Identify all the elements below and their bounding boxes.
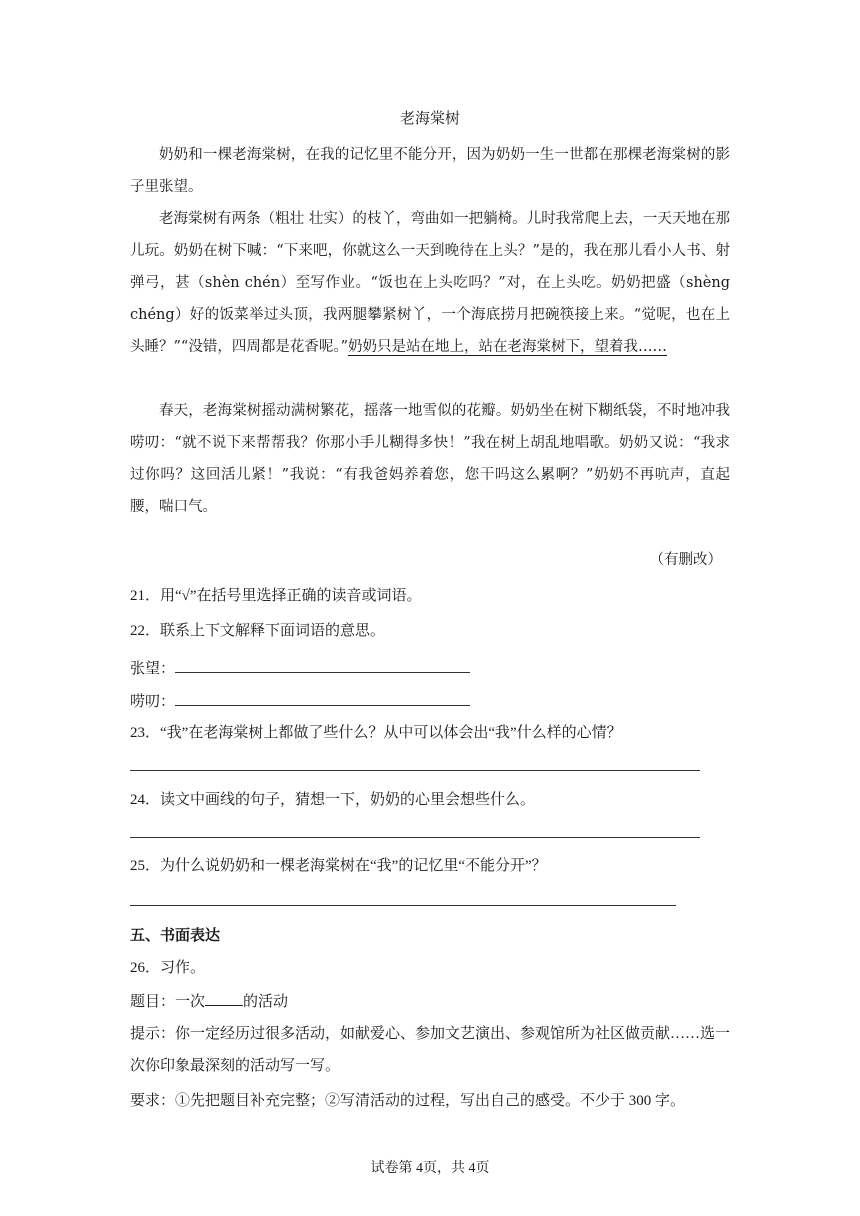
section-heading-writing: 五、书面表达 (130, 926, 221, 944)
topic-prefix: 题目：一次 (130, 994, 206, 1010)
writing-tip: 提示：你一定经历过很多活动，如献爱心、参加文艺演出、参观馆所为社区做贡献……选一次你印象最深刻的活动写一写。 (130, 1026, 731, 1074)
source-note: （有删改） (649, 552, 722, 568)
answer-line-23[interactable] (130, 770, 700, 771)
writing-topic (130, 987, 288, 1015)
paragraph-2-text: 老海棠树有两条（粗壮 壮实）的枝丫，弯曲如一把躺椅。儿时我常爬上去，一天天地在那儿玩。奶奶在树下喊：“下来吧，你就这么一天到晚待在上头？”是的，我在那儿看小人书、射弹弓，甚（shèn chén）至写作业。“饭也在上头吃吗？”对，在上头吃。奶奶把盛（shèng chéng）好的饭菜举过头顶，我两腿攀紧树丫，一个海底捞月把碗筷接上来。“觉呢，也在上头睡？”“没错，四周都是花香呢。” (130, 211, 730, 355)
passage-paragraph-3: 春天，老海棠树摇动满树繁花，摇落一地雪似的花瓣。奶奶坐在树下糊纸袋，不时地冲我唠叨：“就不说下来帮帮我？你那小手儿糊得多快！”我在树上胡乱地唱歌。奶奶又说：“我求过你吗？这回活儿紧！”我说：“有我爸妈养着您，您干吗这么累啊？”奶奶不再吭声，直起腰，喘口气。 (130, 403, 730, 515)
answer-line-24[interactable] (130, 837, 700, 838)
answer-blank-laodao[interactable] (175, 687, 470, 706)
passage-title: 老海棠树 (399, 109, 460, 127)
question-23: 23．“我”在老海棠树上都做了些什么？从中可以体会出“我”什么样的心情？ (130, 725, 622, 741)
writing-requirement: 要求：①先把题目补充完整；②写清活动的过程，写出自己的感受。不少于 300 字。 (130, 1093, 686, 1109)
passage-paragraph-1: 奶奶和一棵老海棠树，在我的记忆里不能分开，因为奶奶一生一世都在那棵老海棠树的影子里张望。 (130, 147, 730, 195)
question-24: 24．读文中画线的句子，猜想一下，奶奶的心里会想些什么。 (130, 792, 536, 808)
underlined-sentence: 奶奶只是站在地上，站在老海棠树下，望着我…… (348, 339, 667, 355)
page-footer: 试卷第 4页，共 4页 (370, 1161, 490, 1176)
term-zhangwang-label: 张望： (130, 661, 176, 677)
term-laodao-label: 唠叨： (130, 694, 176, 710)
question-26: 26．习作。 (130, 960, 206, 976)
passage-paragraph-2 (130, 203, 730, 363)
question-25: 25．为什么说奶奶和一棵老海棠树在“我”的记忆里“不能分开”？ (130, 858, 547, 874)
topic-blank[interactable] (205, 987, 243, 1006)
question-21: 21．用“√”在括号里选择正确的读音或词语。 (130, 588, 422, 604)
term-zhangwang-row (130, 654, 470, 682)
answer-blank-zhangwang[interactable] (175, 654, 470, 673)
question-22: 22．联系上下文解释下面词语的意思。 (130, 623, 386, 639)
topic-suffix: 的活动 (243, 994, 289, 1010)
term-laodao-row (130, 687, 470, 715)
answer-line-25[interactable] (130, 905, 676, 906)
